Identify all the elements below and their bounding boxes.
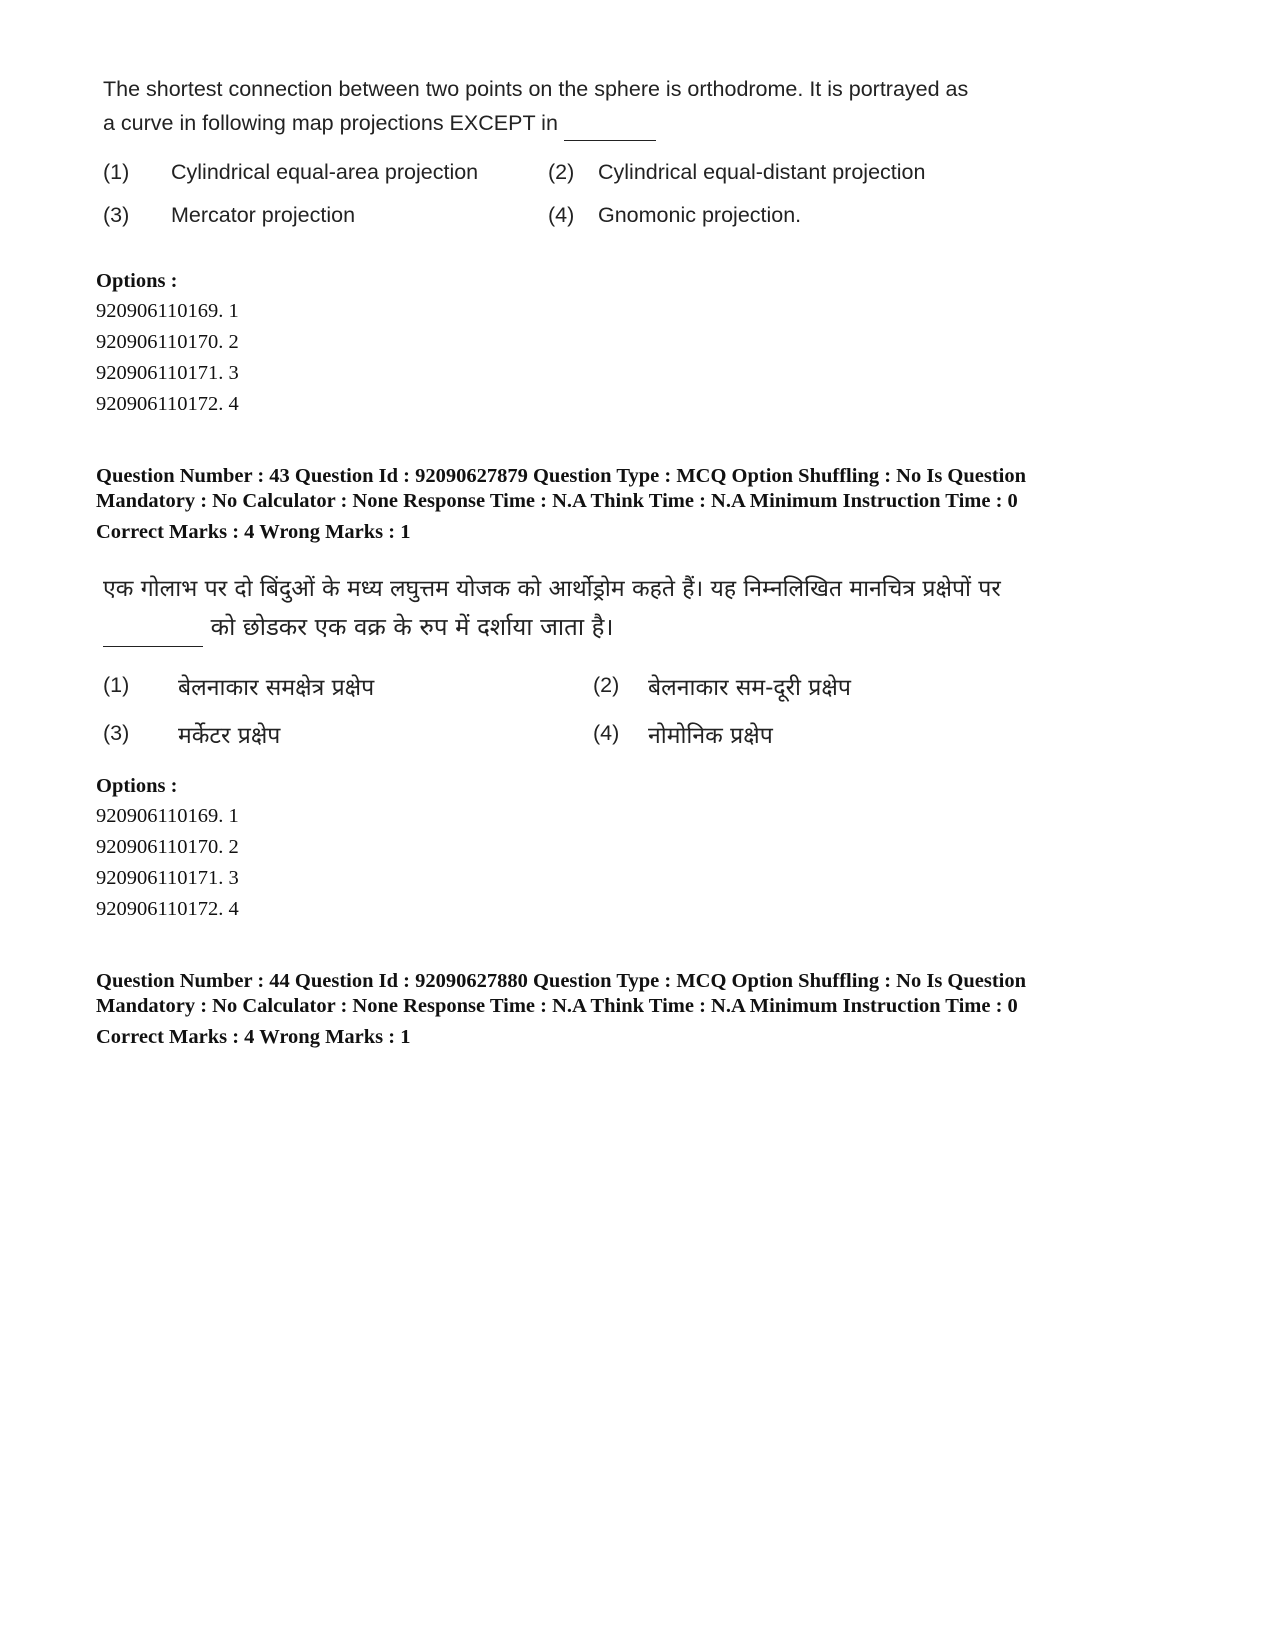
question-43-text-line1: एक गोलाभ पर दो बिंदुओं के मध्य लघुत्तम योजक को आर्थोड्रोम कहते हैं। यह निम्नलिखित मानचित्र प्रक्षेपों पर [103, 576, 1001, 602]
choice-label: मर्केटर प्रक्षेप [178, 723, 281, 749]
question-42-text-line2-content: a curve in following map projections EXCEPT in [103, 111, 558, 135]
question-43-text [103, 570, 1163, 647]
option-line: 920906110169. 1 [96, 300, 239, 322]
choice-number: (2) [548, 160, 575, 184]
question-43-text-line2 [103, 608, 1163, 647]
choice-label: Cylindrical equal-area projection [171, 160, 479, 184]
choice-label: बेलनाकार सम-दूरी प्रक्षेप [648, 675, 851, 701]
answer-blank [103, 608, 203, 647]
option-line: 920906110172. 4 [96, 393, 239, 415]
question-43-meta-line1: Question Number : 43 Question Id : 92090627879 Question Type : MCQ Option Shuffling : No Is Question [96, 465, 1027, 487]
choice-label: नोमोनिक प्रक्षेप [648, 723, 773, 749]
question-44-meta-line2: Mandatory : No Calculator : None Response Time : N.A Think Time : N.A Minimum Instruction Time : 0 [96, 995, 1018, 1017]
choice-number: (1) [103, 673, 130, 697]
option-line: 920906110169. 1 [96, 805, 239, 827]
option-line: 920906110170. 2 [96, 836, 239, 858]
answer-blank [564, 106, 656, 141]
question-42-text [103, 72, 1063, 141]
question-42-text-line2 [103, 106, 1063, 141]
choice-label: बेलनाकार समक्षेत्र प्रक्षेप [178, 675, 375, 701]
option-line: 920906110172. 4 [96, 898, 239, 920]
question-43-meta-line3: Correct Marks : 4 Wrong Marks : 1 [96, 521, 411, 543]
question-44-meta-line1: Question Number : 44 Question Id : 92090627880 Question Type : MCQ Option Shuffling : No Is Question [96, 970, 1027, 992]
choice-number: (3) [103, 721, 130, 745]
option-line: 920906110170. 2 [96, 331, 239, 353]
option-line: 920906110171. 3 [96, 867, 239, 889]
question-43-text-line2-content: को छोडकर एक वक्र के रुप में दर्शाया जाता है। [210, 613, 614, 641]
choice-label: Mercator projection [171, 203, 356, 227]
choice-label: Cylindrical equal-distant projection [598, 160, 926, 184]
choice-number: (4) [593, 721, 620, 745]
choice-number: (4) [548, 203, 575, 227]
choice-number: (1) [103, 160, 130, 184]
question-42-text-line1: The shortest connection between two points on the sphere is orthodrome. It is portrayed as [103, 77, 969, 101]
choice-number: (2) [593, 673, 620, 697]
question-44-meta-line3: Correct Marks : 4 Wrong Marks : 1 [96, 1026, 411, 1048]
question-43-meta-line2: Mandatory : No Calculator : None Response Time : N.A Think Time : N.A Minimum Instruction Time : 0 [96, 490, 1018, 512]
choice-number: (3) [103, 203, 130, 227]
options-heading: Options : [96, 775, 178, 797]
options-heading: Options : [96, 270, 178, 292]
option-line: 920906110171. 3 [96, 362, 239, 384]
choice-label: Gnomonic projection. [598, 203, 802, 227]
